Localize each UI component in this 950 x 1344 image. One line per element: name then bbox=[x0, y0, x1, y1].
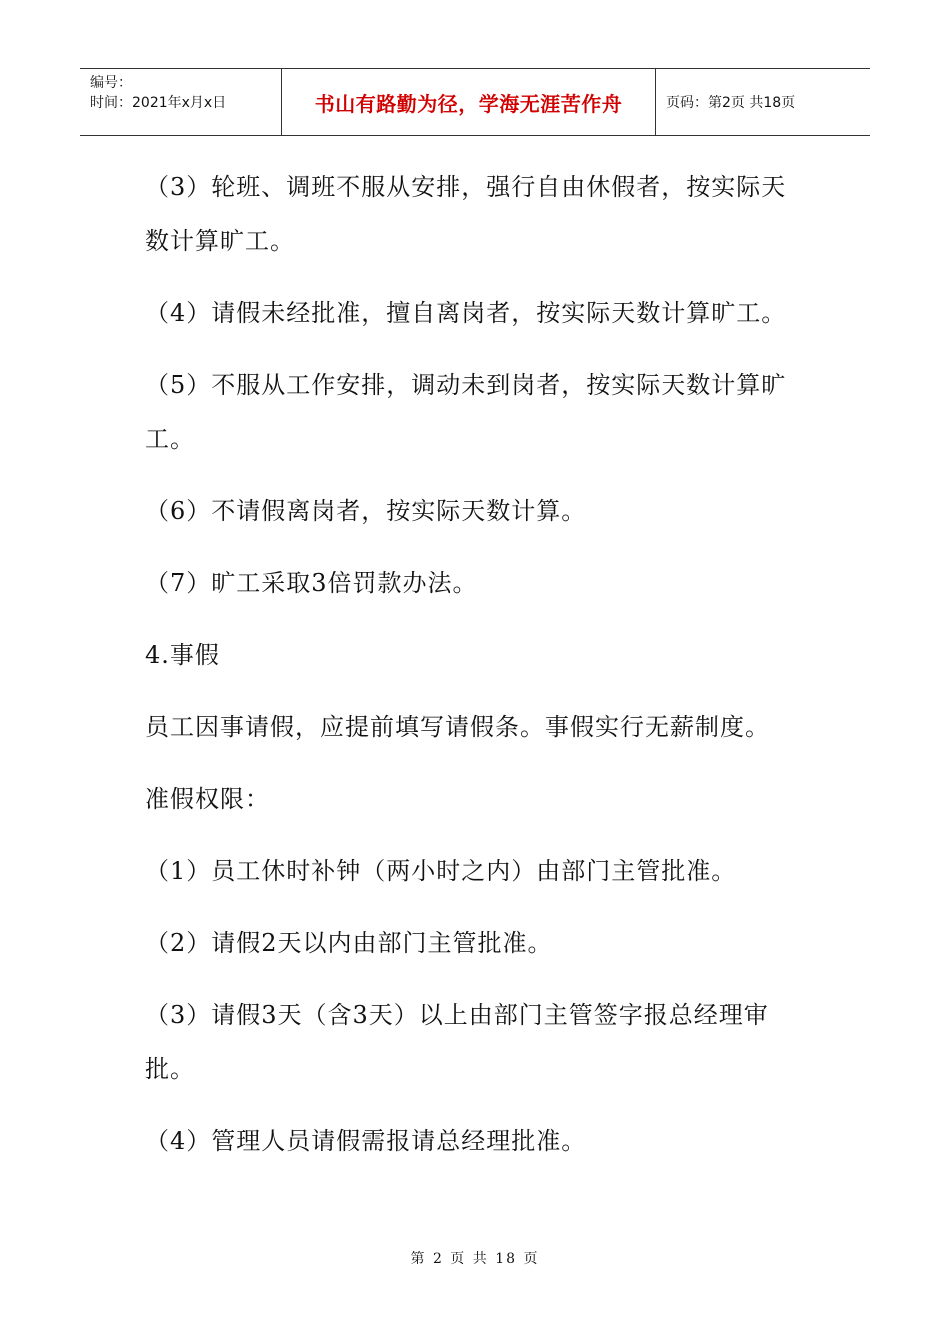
document-number-label: 编号： bbox=[90, 75, 132, 91]
header-motto: 书山有路勤为径，学海无涯苦作舟 bbox=[314, 91, 623, 116]
section-heading: 4.事假 bbox=[145, 641, 220, 669]
header-page-info-cell bbox=[656, 69, 870, 135]
header-page-info: 页码：第2页 共18页 bbox=[666, 95, 796, 111]
header-motto-cell bbox=[282, 69, 656, 135]
paragraph: （1）员工休时补钟（两小时之内）由部门主管批准。 bbox=[145, 857, 737, 885]
document-date-label: 时间：2021年x月x日 bbox=[90, 95, 227, 111]
paragraph: （2）请假2天以内由部门主管批准。 bbox=[145, 929, 553, 957]
paragraph: （3）轮班、调班不服从安排，强行自由休假者，按实际天数计算旷工。 bbox=[145, 173, 787, 255]
paragraph: （3）请假3天（含3天）以上由部门主管签字报总经理审批。 bbox=[145, 1001, 769, 1083]
paragraph: （4）请假未经批准，擅自离岗者，按实际天数计算旷工。 bbox=[145, 299, 787, 327]
paragraph: 员工因事请假，应提前填写请假条。事假实行无薪制度。 bbox=[145, 713, 770, 741]
paragraph: （5）不服从工作安排，调动未到岗者，按实际天数计算旷工。 bbox=[145, 371, 787, 453]
paragraph: （4）管理人员请假需报请总经理批准。 bbox=[145, 1127, 587, 1155]
paragraph: （6）不请假离岗者，按实际天数计算。 bbox=[145, 497, 587, 525]
page-footer: 第 2 页 共 18 页 bbox=[410, 1251, 540, 1267]
page-header bbox=[80, 68, 870, 136]
header-meta bbox=[80, 69, 282, 135]
paragraph: （7）旷工采取3倍罚款办法。 bbox=[145, 569, 478, 597]
document-body bbox=[145, 160, 805, 1186]
paragraph: 准假权限： bbox=[145, 785, 270, 813]
